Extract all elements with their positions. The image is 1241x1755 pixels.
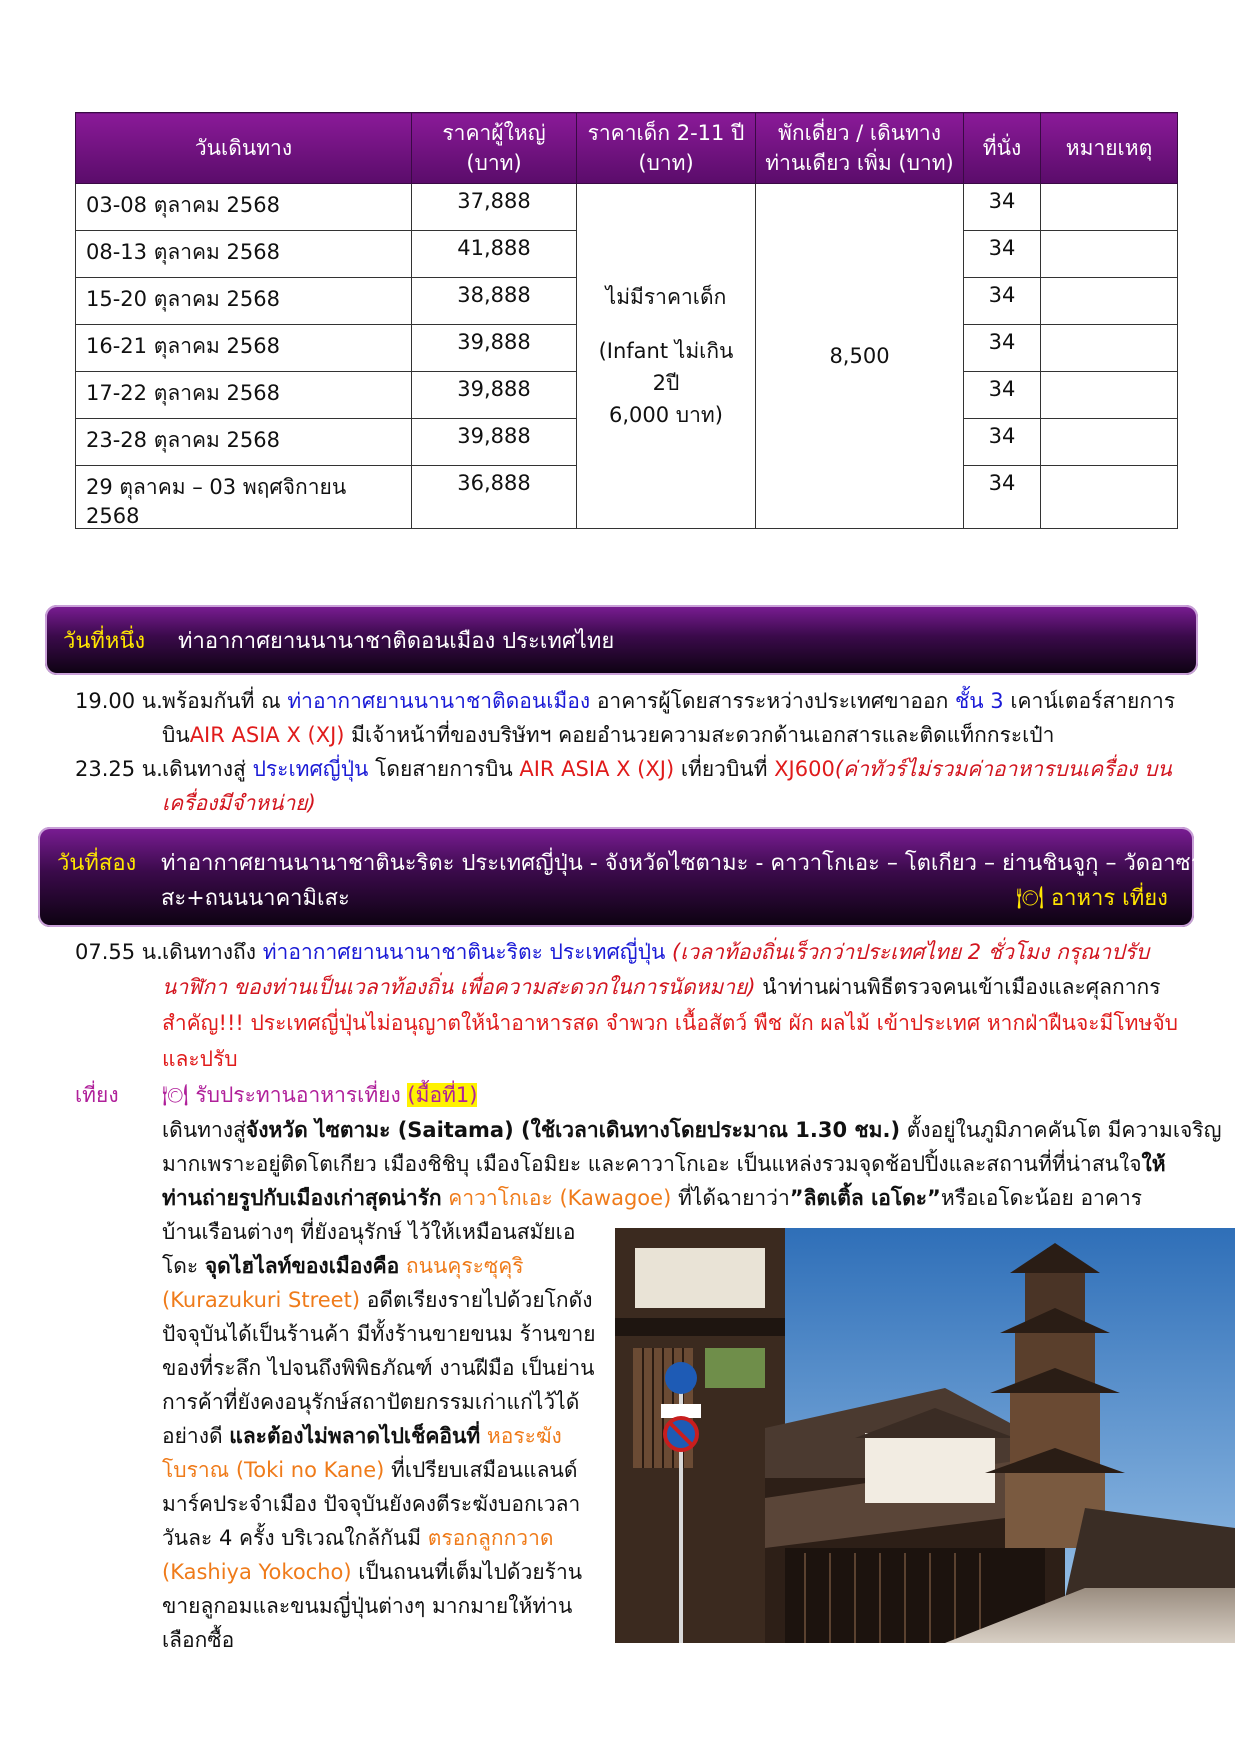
day2-warning-1: สำคัญ!!! ประเทศญี่ปุ่นไม่อนุญาตให้นำอาหารสด จำพวก เนื้อสัตว์ พืช ผัก ผลไม้ เข้าประเทศ หากฝ่าฝืนจะมีโทษจับ [162,1011,1178,1035]
cell-date: 15-20 ตุลาคม 2568 [76,278,412,325]
day2-line-1: เดินทางถึง ท่าอากาศยานนานาชาตินะริตะ ประเทศญี่ปุ่น (เวลาท้องถิ่นเร็วกว่าประเทศไทย 2 ชั่วโมง กรุณาปรับ [162,940,1150,964]
cell-date: 03-08 ตุลาคม 2568 [76,184,412,231]
cell-seats: 34 [964,372,1041,419]
day1-time-2: 23.25 น. [75,757,163,781]
cell-remark [1041,278,1178,325]
wrap-line-13: เลือกซื้อ [162,1628,235,1652]
wrap-line-8: โบราณ (Toki no Kane) ที่เปรียบเสมือนแลนด์ [162,1458,578,1482]
cell-remark [1041,231,1178,278]
cell-date: 17-22 ตุลาคม 2568 [76,372,412,419]
meal-icon: 🍽 [162,1083,189,1107]
day1-line-3: เดินทางสู่ ประเทศญี่ปุ่น โดยสายการบิน AIR ASIA X (XJ) เที่ยวบินที่ XJ600(ค่าทัวร์ไม่รวมค่าอาหารบนเครื่อง บน [162,757,1172,781]
wrap-line-6: การค้าที่ยังคงอนุรักษ์สถาปัตยกรรมเก่าแก่ไว้ได้ [162,1390,580,1414]
cell-adult-price: 38,888 [412,278,577,325]
wrap-line-5: ของที่ระลึก ไปจนถึงพิพิธภัณฑ์ งานฝีมือ เป็นย่าน [162,1356,595,1380]
col-header-date: วันเดินทาง [76,113,412,184]
cell-seats: 34 [964,466,1041,529]
cell-date: 23-28 ตุลาคม 2568 [76,419,412,466]
cell-remark [1041,184,1178,231]
cell-adult-price: 39,888 [412,325,577,372]
col-header-adult: ราคาผู้ใหญ่ (บาท) [412,113,577,184]
cell-adult-price: 39,888 [412,419,577,466]
cell-date: 16-21 ตุลาคม 2568 [76,325,412,372]
cell-adult-price: 39,888 [412,372,577,419]
day1-title: ท่าอากาศยานนานาชาติดอนเมือง ประเทศไทย [178,629,615,654]
cell-remark [1041,466,1178,529]
meal-icon: 🍽 [1016,886,1044,911]
para-line-1: เดินทางสู่จังหวัด ไซตามะ (Saitama) (ใช้เวลาเดินทางโดยประมาณ 1.30 ชม.) ตั้งอยู่ในภูมิภาคคันโต มีความเจริญ [162,1118,1222,1142]
cell-single-supplement: 8,500 [756,184,964,529]
day2-header [38,827,1217,927]
col-header-single: พักเดี่ยว / เดินทาง ท่านเดียว เพิ่ม (บาท) [756,113,964,184]
cell-date: 08-13 ตุลาคม 2568 [76,231,412,278]
cell-remark [1041,419,1178,466]
wrap-line-1: บ้านเรือนต่างๆ ที่ยังอนุรักษ์ ไว้ให้เหมือนสมัยเอ [162,1220,576,1244]
wrap-line-7: อย่างดี และต้องไม่พลาดไปเช็คอินที่ หอระฆัง [162,1424,562,1448]
col-header-seats: ที่นั่ง [964,113,1041,184]
cell-remark [1041,325,1178,372]
day1-header [45,605,1198,675]
para-line-3: ท่านถ่ายรูปกับเมืองเก่าสุดน่ารัก คาวาโกเอะ (Kawagoe) ที่ได้ฉายาว่า”ลิตเติ้ล เอโดะ”หรือเอโดะน้อย อาคาร [162,1186,1143,1210]
cell-adult-price: 41,888 [412,231,577,278]
wrap-line-12: ขายลูกอมและขนมญี่ปุ่นต่างๆ มากมายให้ท่าน [162,1594,573,1618]
col-header-child: ราคาเด็ก 2-11 ปี (บาท) [577,113,756,184]
cell-seats: 34 [964,184,1041,231]
wrap-line-10: วันละ 4 ครั้ง บริเวณใกล้กันมี ตรอกลูกกวาด [162,1526,554,1550]
table-header-row [76,113,1178,184]
price-table [75,112,1178,529]
day2-time-1: 07.55 น. [75,940,163,964]
cell-seats: 34 [964,278,1041,325]
wrap-line-9: มาร์คประจำเมือง ปัจจุบันยังคงตีระฆังบอกเวลา [162,1492,581,1516]
cell-seats: 34 [964,419,1041,466]
wrap-line-2: โดะ จุดไฮไลท์ของเมืองคือ ถนนคุระซุคุริ [162,1254,524,1278]
day2-label: วันที่สอง [57,851,137,876]
day2-meal: 🍽 อาหาร เที่ยง [1016,886,1168,911]
day1-time-1: 19.00 น. [75,689,163,713]
kawagoe-street-photo [615,1228,1235,1643]
day2-title-2: สะ+ถนนนาคามิเสะ [161,886,350,911]
cell-adult-price: 36,888 [412,466,577,529]
cell-date: 29 ตุลาคม – 03 พฤศจิกายน 2568 [76,466,412,529]
lunch-label: เที่ยง [75,1083,119,1107]
cell-remark [1041,372,1178,419]
day2-warning-2: และปรับ [162,1047,238,1071]
day2-title-1: ท่าอากาศยานนานาชาตินะริตะ ประเทศญี่ปุ่น - จังหวัดไซตามะ - คาวาโกเอะ – โตเกียว – ย่านชินจูกุ – วัดอาซากุ [161,851,1217,876]
day2-line-2: นาฬิกา ของท่านเป็นเวลาท้องถิ่น เพื่อความสะดวกในการนัดหมาย) นำท่านผ่านพิธีตรวจคนเข้าเมืองและศุลกากร [162,975,1161,999]
day1-line-2: บินAIR ASIA X (XJ) มีเจ้าหน้าที่ของบริษัทฯ คอยอำนวยความสะดวกด้านเอกสารและติดแท็กกระเป๋า [162,723,1055,747]
wrap-line-4: ปัจจุบันได้เป็นร้านค้า มีทั้งร้านขายขนม ร้านขาย [162,1322,596,1346]
day1-line-1: พร้อมกันที่ ณ ท่าอากาศยานนานาชาติดอนเมือง อาคารผู้โดยสารระหว่างประเทศขาออก ชั้น 3 เคาน์เตอร์สายการ [162,689,1176,713]
day1-line-4: เครื่องมีจำหน่าย) [162,791,316,815]
lunch-line: 🍽 รับประทานอาหารเที่ยง (มื้อที่1) [162,1083,478,1107]
cell-child-price: ไม่มีราคาเด็ก (Infant ไม่เกิน 2ปี 6,000 บาท) [577,184,756,529]
table-row [76,184,1178,231]
para-line-2: มากเพราะอยู่ติดโตเกียว เมืองชิชิบุ เมืองโอมิยะ และคาวาโกเอะ เป็นแหล่งรวมจุดช้อปปิ้งและสถานที่ที่น่าสนใจให้ [162,1152,1166,1176]
cell-adult-price: 37,888 [412,184,577,231]
col-header-remark: หมายเหตุ [1041,113,1178,184]
cell-seats: 34 [964,231,1041,278]
wrap-line-11: (Kashiya Yokocho) เป็นถนนที่เต็มไปด้วยร้าน [162,1560,583,1584]
wrap-line-3: (Kurazukuri Street) อดีตเรียงรายไปด้วยโกดัง [162,1288,593,1312]
cell-seats: 34 [964,325,1041,372]
day1-label: วันที่หนึ่ง [63,629,146,654]
